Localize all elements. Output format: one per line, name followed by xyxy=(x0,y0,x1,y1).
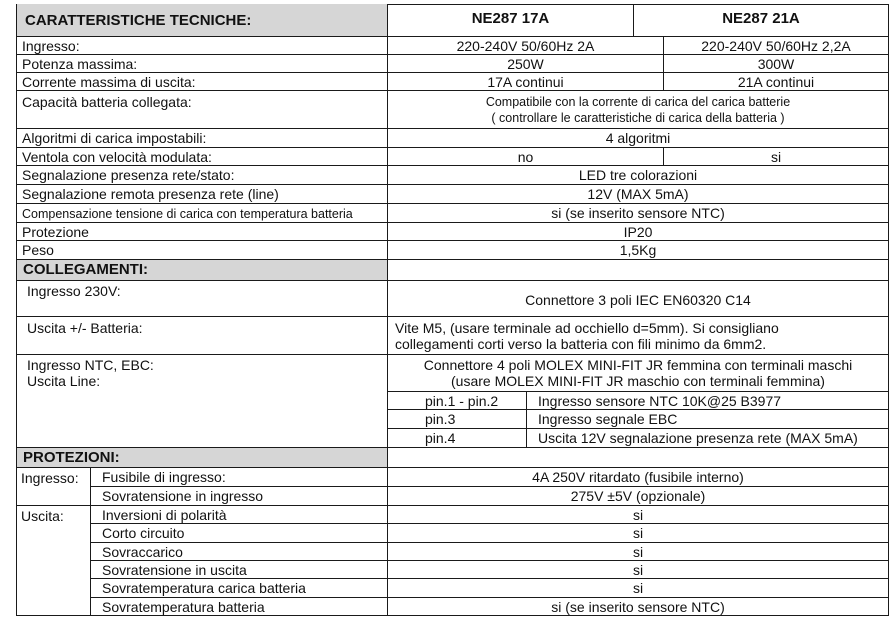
pin-row xyxy=(387,410,889,429)
protections-header-blank xyxy=(387,448,889,467)
spec-row xyxy=(16,166,889,185)
pin-number: pin.3 xyxy=(387,410,526,428)
protection-label: Inversioni di polarità xyxy=(90,506,387,523)
connection-row-ntc xyxy=(16,355,889,448)
protection-label: Sovratensione in ingresso xyxy=(90,487,387,505)
spec-row xyxy=(16,241,889,260)
connection-value-line: (usare MOLEX MINI-FIT JR maschio con terminali femmina) xyxy=(451,373,825,389)
protection-value: 4A 250V ritardato (fusibile interno) xyxy=(387,468,889,486)
connection-row xyxy=(16,317,889,355)
spec-row xyxy=(16,129,889,148)
protection-value: si xyxy=(387,524,889,542)
protection-value: si xyxy=(387,561,889,578)
spec-value-a: no xyxy=(387,148,663,165)
protection-row xyxy=(90,506,889,524)
spec-row xyxy=(16,204,889,223)
spec-value-both: si (se inserito sensore NTC) xyxy=(387,204,889,222)
model-b-header: NE287 21A xyxy=(633,4,889,36)
protection-row xyxy=(90,579,889,598)
protections-header-row xyxy=(16,448,889,468)
spec-label: Segnalazione presenza rete/stato: xyxy=(16,166,387,184)
connection-value xyxy=(387,355,889,392)
spec-value-both: LED tre colorazioni xyxy=(387,166,889,184)
connections-header-row xyxy=(16,260,889,281)
spec-value-both: IP20 xyxy=(387,223,889,240)
connection-label-line: Uscita Line: xyxy=(27,373,101,389)
protection-label: Sovratemperatura batteria xyxy=(90,598,387,615)
connection-value xyxy=(387,317,889,354)
spec-value-both: 4 algoritmi xyxy=(387,129,889,147)
protection-value: si xyxy=(387,579,889,597)
spec-value-b: 21A continui xyxy=(663,73,889,90)
spec-value-line: Compatibile con la corrente di carica del carica batterie xyxy=(485,95,791,109)
spec-value-a: 250W xyxy=(387,55,663,72)
pin-description: Ingresso segnale EBC xyxy=(526,410,889,428)
spec-value-both: 1,5Kg xyxy=(387,241,889,259)
spec-row xyxy=(16,91,889,129)
spec-label: Segnalazione remota presenza rete (line) xyxy=(16,185,387,203)
connection-label: Ingresso 230V: xyxy=(16,281,387,316)
spec-label: Peso xyxy=(16,241,387,259)
protection-row xyxy=(90,487,889,506)
protection-row xyxy=(90,468,889,487)
spec-label: Algoritmi di carica impostabili: xyxy=(16,129,387,147)
protection-label: Corto circuito xyxy=(90,524,387,542)
model-a-header: NE287 17A xyxy=(387,4,633,36)
connection-value-line: collegamenti corti verso la batteria con fili minimo da 6mm2. xyxy=(395,336,767,352)
protection-row xyxy=(90,598,889,616)
spec-value-both xyxy=(387,91,889,128)
pin-description: Ingresso sensore NTC 10K@25 B3977 xyxy=(526,392,889,409)
connection-value: Connettore 3 poli IEC EN60320 C14 xyxy=(387,281,889,316)
spec-row xyxy=(16,223,889,241)
spec-label: Corrente massima di uscita: xyxy=(16,73,387,90)
spec-row xyxy=(16,37,889,55)
protection-row xyxy=(90,561,889,579)
pin-number: pin.1 - pin.2 xyxy=(387,392,526,409)
section-title-connections: COLLEGAMENTI: xyxy=(16,260,387,280)
connection-label-line: Ingresso NTC, EBC: xyxy=(27,357,154,373)
connection-value-line: Vite M5, (usare terminale ad occhiello d=5mm). Si consigliano xyxy=(395,320,779,336)
protection-row xyxy=(90,543,889,561)
connection-value-line: Connettore 4 poli MOLEX MINI-FIT JR femmina con terminali maschi xyxy=(423,357,853,373)
section-title-protections: PROTEZIONI: xyxy=(16,448,387,467)
protection-value: si (se inserito sensore NTC) xyxy=(387,598,889,615)
spec-value-b: si xyxy=(663,148,889,165)
protection-label: Sovratemperatura carica batteria xyxy=(90,579,387,597)
spec-label: Compensazione tensione di carica con temperatura batteria xyxy=(16,204,387,222)
protection-row xyxy=(90,524,889,543)
spec-row xyxy=(16,73,889,91)
header-row xyxy=(16,4,889,37)
protections-group-ingresso: Ingresso: xyxy=(16,468,90,506)
protection-value: si xyxy=(387,506,889,523)
pin-description: Uscita 12V segnalazione presenza rete (MAX 5mA) xyxy=(526,429,889,447)
spec-value-b: 220-240V 50/60Hz 2,2A xyxy=(663,37,889,54)
spec-value-line: ( controllare le caratteristiche di carica della batteria ) xyxy=(491,111,785,125)
spec-row xyxy=(16,55,889,73)
connection-label: Uscita +/- Batteria: xyxy=(16,317,387,354)
connections-header-blank xyxy=(387,260,889,280)
pin-row xyxy=(387,429,889,447)
spec-value-both: 12V (MAX 5mA) xyxy=(387,185,889,203)
spec-label: Protezione xyxy=(16,223,387,240)
connection-row xyxy=(16,281,889,317)
section-title-specs: CARATTERISTICHE TECNICHE: xyxy=(16,4,387,36)
protection-value: si xyxy=(387,543,889,560)
spec-value-a: 220-240V 50/60Hz 2A xyxy=(387,37,663,54)
spec-label: Ingresso: xyxy=(16,37,387,54)
protection-value: 275V ±5V (opzionale) xyxy=(387,487,889,505)
protection-label: Fusibile di ingresso: xyxy=(90,468,387,486)
pin-row xyxy=(387,392,889,410)
protection-label: Sovraccarico xyxy=(90,543,387,560)
spec-value-a: 17A continui xyxy=(387,73,663,90)
spec-label: Capacità batteria collegata: xyxy=(16,91,387,128)
spec-row xyxy=(16,185,889,204)
spec-label: Potenza massima: xyxy=(16,55,387,72)
spec-value-b: 300W xyxy=(663,55,889,72)
spec-label: Ventola con velocità modulata: xyxy=(16,148,387,165)
protections-group-uscita: Uscita: xyxy=(16,506,90,616)
protection-label: Sovratensione in uscita xyxy=(90,561,387,578)
spec-row xyxy=(16,148,889,166)
pin-number: pin.4 xyxy=(387,429,526,447)
connection-label xyxy=(16,355,387,447)
